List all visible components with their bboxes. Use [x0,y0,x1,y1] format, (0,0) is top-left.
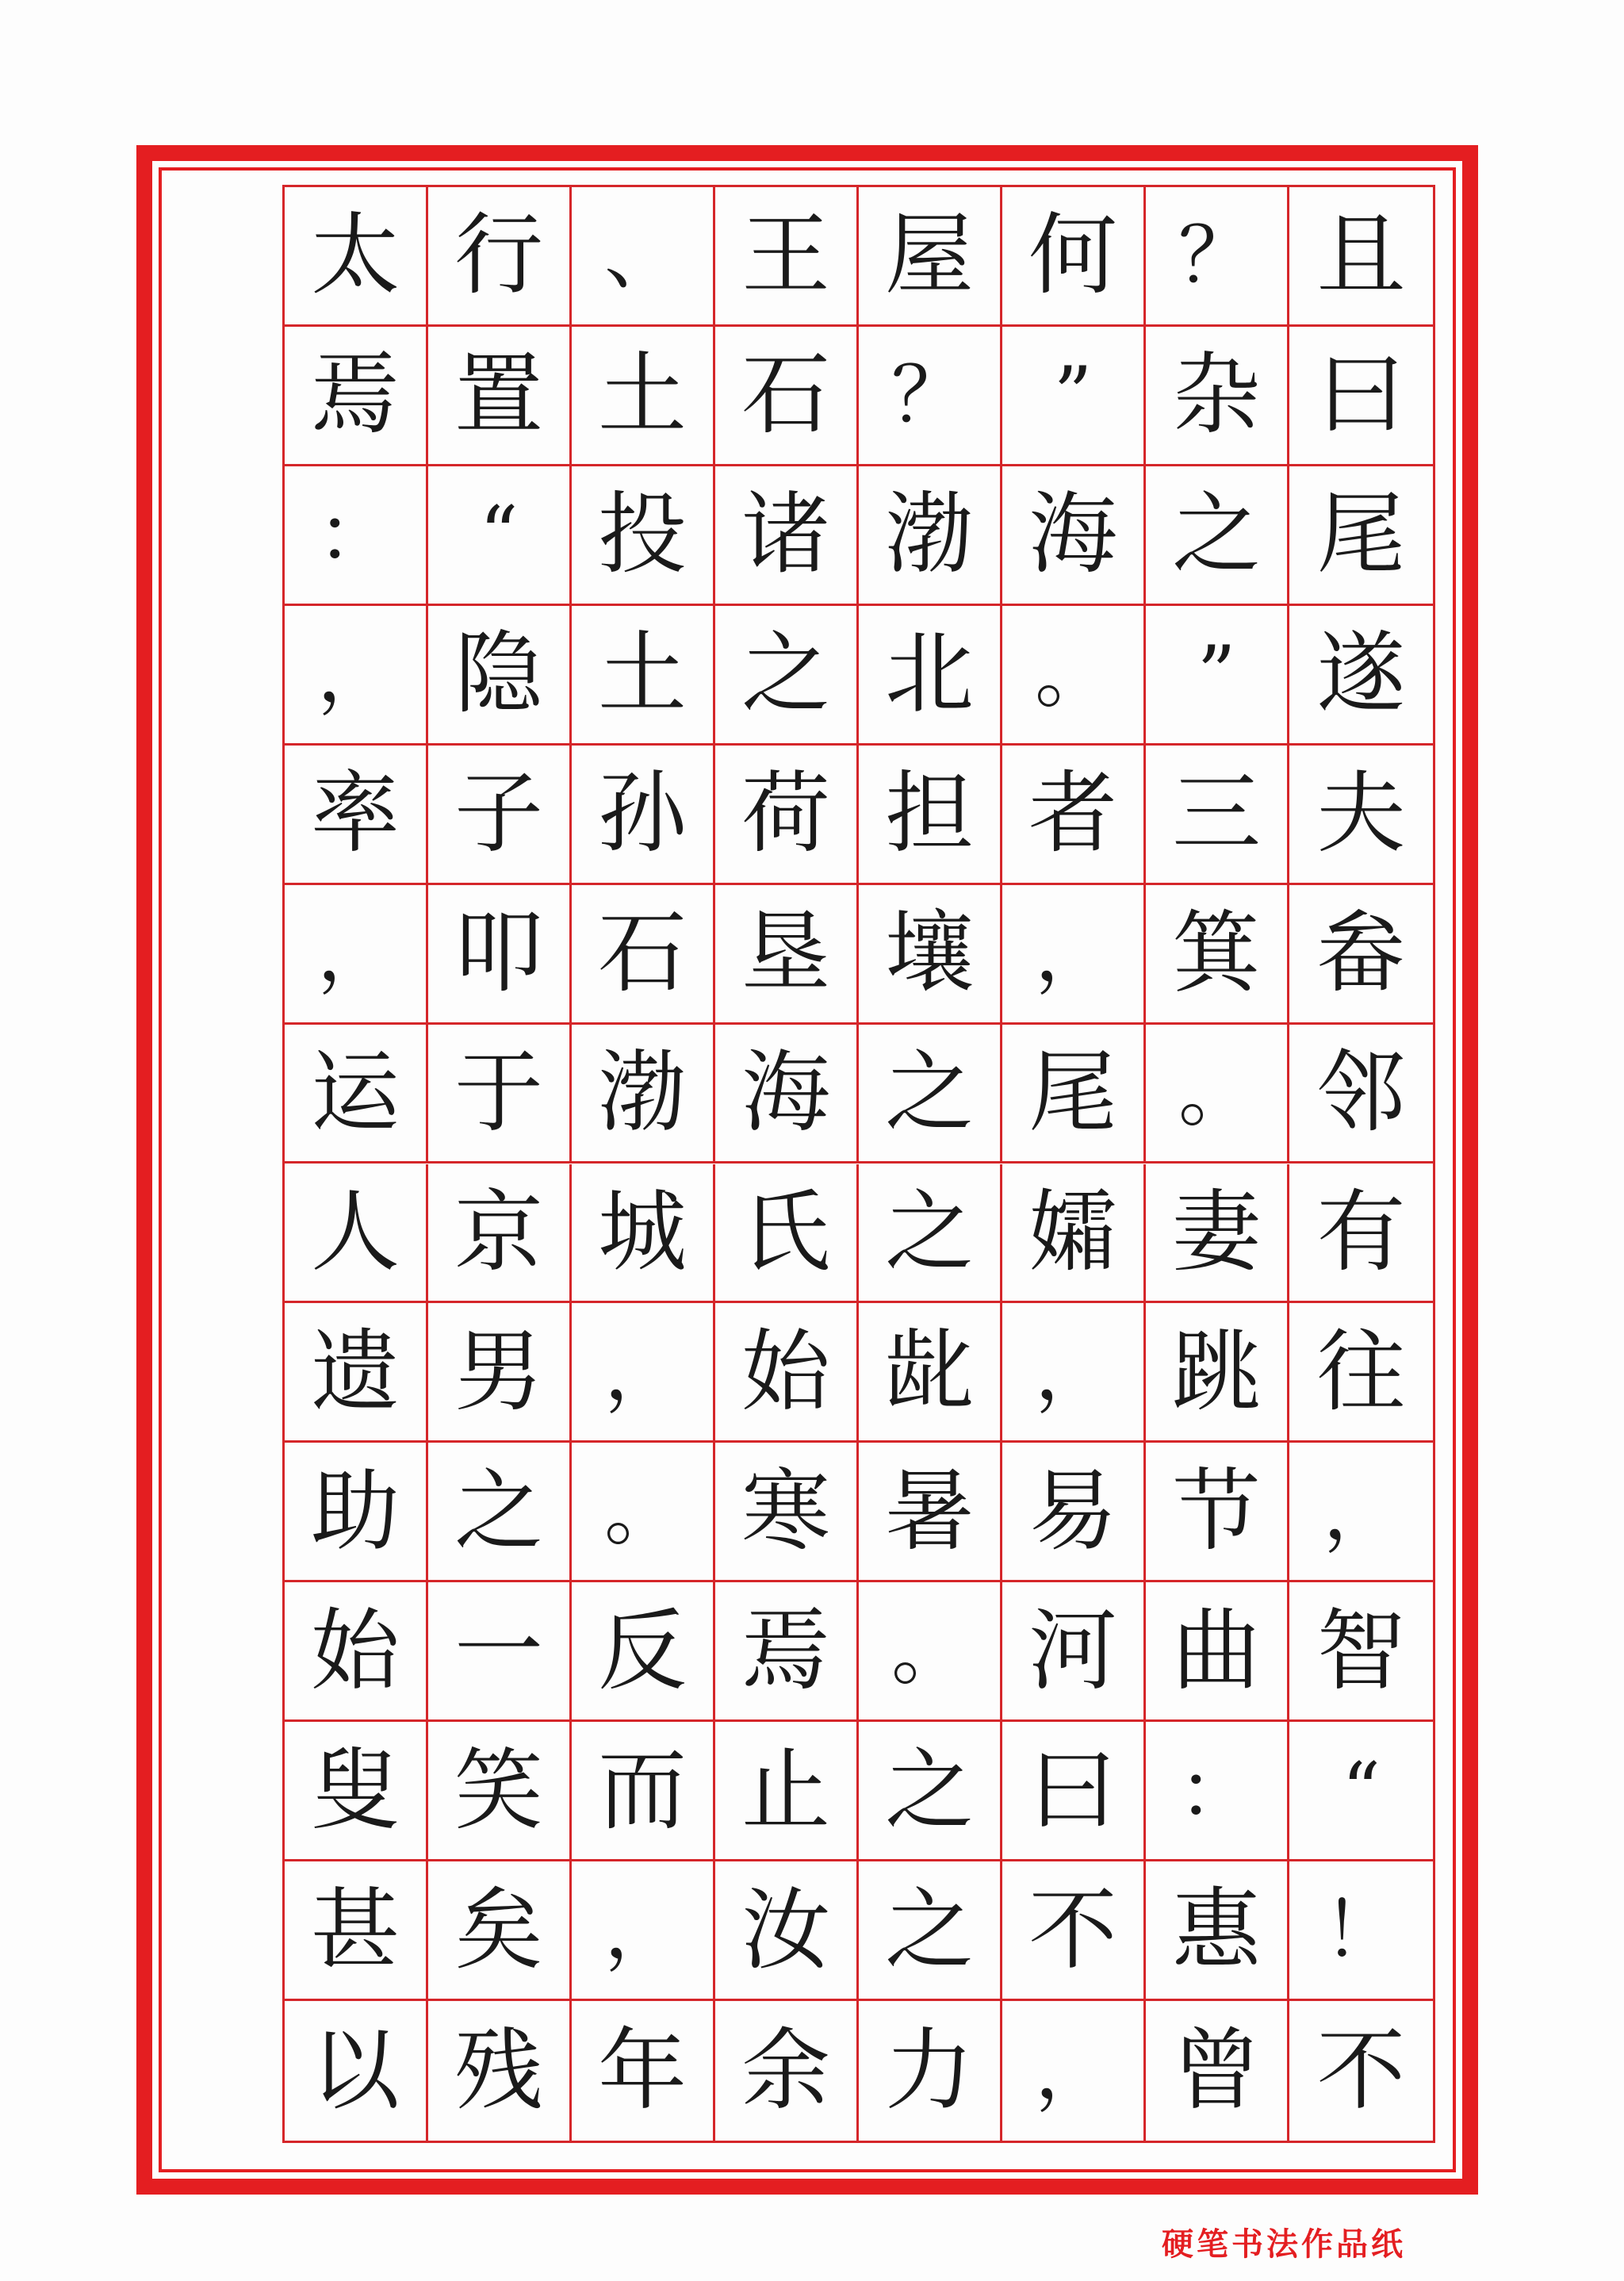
grid-cell: 孀 [1002,1164,1146,1304]
grid-cell: 投 [572,466,715,606]
grid-cell: 焉 [715,1582,859,1722]
grid-column [715,187,859,2141]
grid-cell: 隐 [428,606,572,746]
grid-cell: 妻 [1146,1164,1289,1304]
grid-column [1146,187,1289,2141]
grid-cell: ！ [1289,1861,1433,2001]
grid-cell: 海 [1002,466,1146,606]
grid-cell: 有 [1289,1164,1433,1304]
grid-cell: 之 [1146,466,1289,606]
grid-cell: 笑 [428,1722,572,1861]
grid-cell: 于 [428,1025,572,1164]
grid-cell: 反 [572,1582,715,1722]
grid-cell: 惠 [1146,1861,1289,2001]
grid-cell: 京 [428,1164,572,1304]
grid-cell: 而 [572,1722,715,1861]
grid-cell: 残 [428,2001,572,2141]
grid-cell: “ [1289,1722,1433,1861]
grid-cell: 邻 [1289,1025,1433,1164]
grid-column [1002,187,1146,2141]
grid-cell: 王 [715,187,859,327]
grid-cell: 叩 [428,885,572,1025]
grid-cell: 。 [1002,606,1146,746]
grid-cell: 屋 [859,187,1002,327]
grid-cell: 壤 [859,885,1002,1025]
grid-cell: 者 [1002,746,1146,885]
grid-cell: ， [1002,885,1146,1025]
grid-cell: 畚 [1289,885,1433,1025]
grid-cell: ， [1002,2001,1146,2141]
grid-cell: 不 [1316,2019,1406,2123]
grid-cell: 焉 [285,327,428,466]
grid-cell: 曰 [1002,1722,1146,1861]
grid-cell: 助 [285,1443,428,1582]
grid-cell: 担 [859,746,1002,885]
paper-label: 硬笔书法作品纸 [1162,2226,1406,2263]
grid-cell: ： [1146,1722,1289,1861]
grid-cell: “ [428,466,572,606]
grid-cell: 行 [428,187,572,327]
grid-cell: 男 [428,1303,572,1443]
grid-cell: 石 [572,885,715,1025]
grid-cell: 易 [1002,1443,1146,1582]
grid-cell: 暑 [859,1443,1002,1582]
grid-cell: 尾 [1289,466,1433,606]
grid-cell: 智 [1289,1582,1433,1722]
grid-cell: 年 [572,2001,715,2141]
grid-cell: 曲 [1146,1582,1289,1722]
grid-cell: 甚 [285,1861,428,2001]
grid-column [285,187,428,2141]
grid-cell: 尾 [1002,1025,1146,1164]
grid-cell: ， [1002,1303,1146,1443]
grid-cell: 北 [859,606,1002,746]
grid-cell: 运 [285,1025,428,1164]
grid-cell: 之 [715,606,859,746]
grid-cell: 之 [428,1443,572,1582]
grid-cell: 渤 [572,1025,715,1164]
grid-cell: 曾 [1146,2001,1289,2141]
grid-cell: ” [1146,606,1289,746]
grid-cell: 止 [715,1722,859,1861]
grid-cell: 垦 [715,885,859,1025]
grid-cell: 遗 [285,1303,428,1443]
grid-cell: 太 [285,187,428,327]
grid-cell: 叟 [285,1722,428,1861]
grid-cell: 之 [859,1164,1002,1304]
grid-cell: 孙 [572,746,715,885]
grid-cell: 力 [859,2001,1002,2141]
grid-cell: 不 [1002,1861,1146,2001]
grid-cell: 。 [859,1582,1002,1722]
grid-cell: ” [1002,327,1146,466]
grid-cell: 一 [428,1582,572,1722]
grid-column [428,187,572,2141]
grid-cell: 土 [572,606,715,746]
grid-cell: ， [285,885,428,1025]
grid-cell: 汝 [715,1861,859,2001]
character-grid [282,185,1435,2143]
grid-cell: ？ [859,327,1002,466]
grid-cell: 之 [859,1722,1002,1861]
grid-cell: 曰 [1289,327,1433,466]
grid-cell: 荷 [715,746,859,885]
grid-cell: 之 [859,1025,1002,1164]
grid-cell: 以 [285,2001,428,2141]
grid-column [572,187,715,2141]
grid-column [1289,187,1433,2141]
grid-cell: 河 [1002,1582,1146,1722]
grid-cell: 渤 [859,466,1002,606]
grid-cell: 杂 [1146,327,1289,466]
grid-cell: 氏 [715,1164,859,1304]
grid-cell: 子 [428,746,572,885]
grid-cell: 、 [572,187,715,327]
grid-cell: 何 [1002,187,1146,327]
grid-cell: 龀 [859,1303,1002,1443]
grid-cell: ， [285,606,428,746]
grid-cell: 人 [285,1164,428,1304]
grid-cell: 之 [859,1861,1002,2001]
grid-cell: 遂 [1289,606,1433,746]
grid-cell: 城 [572,1164,715,1304]
grid-cell: 海 [715,1025,859,1164]
grid-column [859,187,1002,2141]
grid-cell: 始 [715,1303,859,1443]
grid-cell: ： [285,466,428,606]
grid-cell: 。 [572,1443,715,1582]
grid-cell: 三 [1146,746,1289,885]
grid-cell: 置 [428,327,572,466]
grid-cell: ， [572,1303,715,1443]
grid-cell: 率 [285,746,428,885]
grid-cell: 余 [715,2001,859,2141]
grid-cell: 土 [572,327,715,466]
grid-cell: ？ [1146,187,1289,327]
grid-cell: 寒 [715,1443,859,1582]
grid-cell: 始 [285,1582,428,1722]
grid-cell: 跳 [1146,1303,1289,1443]
grid-cell: 夫 [1289,746,1433,885]
grid-cell: ， [572,1861,715,2001]
grid-cell: 石 [715,327,859,466]
grid-cell: 且 [1289,187,1433,327]
grid-cell: 箕 [1146,885,1289,1025]
grid-cell: 矣 [428,1861,572,2001]
grid-cell: 往 [1289,1303,1433,1443]
grid-cell: 诸 [715,466,859,606]
grid-cell: ， [1289,1443,1433,1582]
grid-cell: 节 [1146,1443,1289,1582]
grid-cell: 。 [1146,1025,1289,1164]
